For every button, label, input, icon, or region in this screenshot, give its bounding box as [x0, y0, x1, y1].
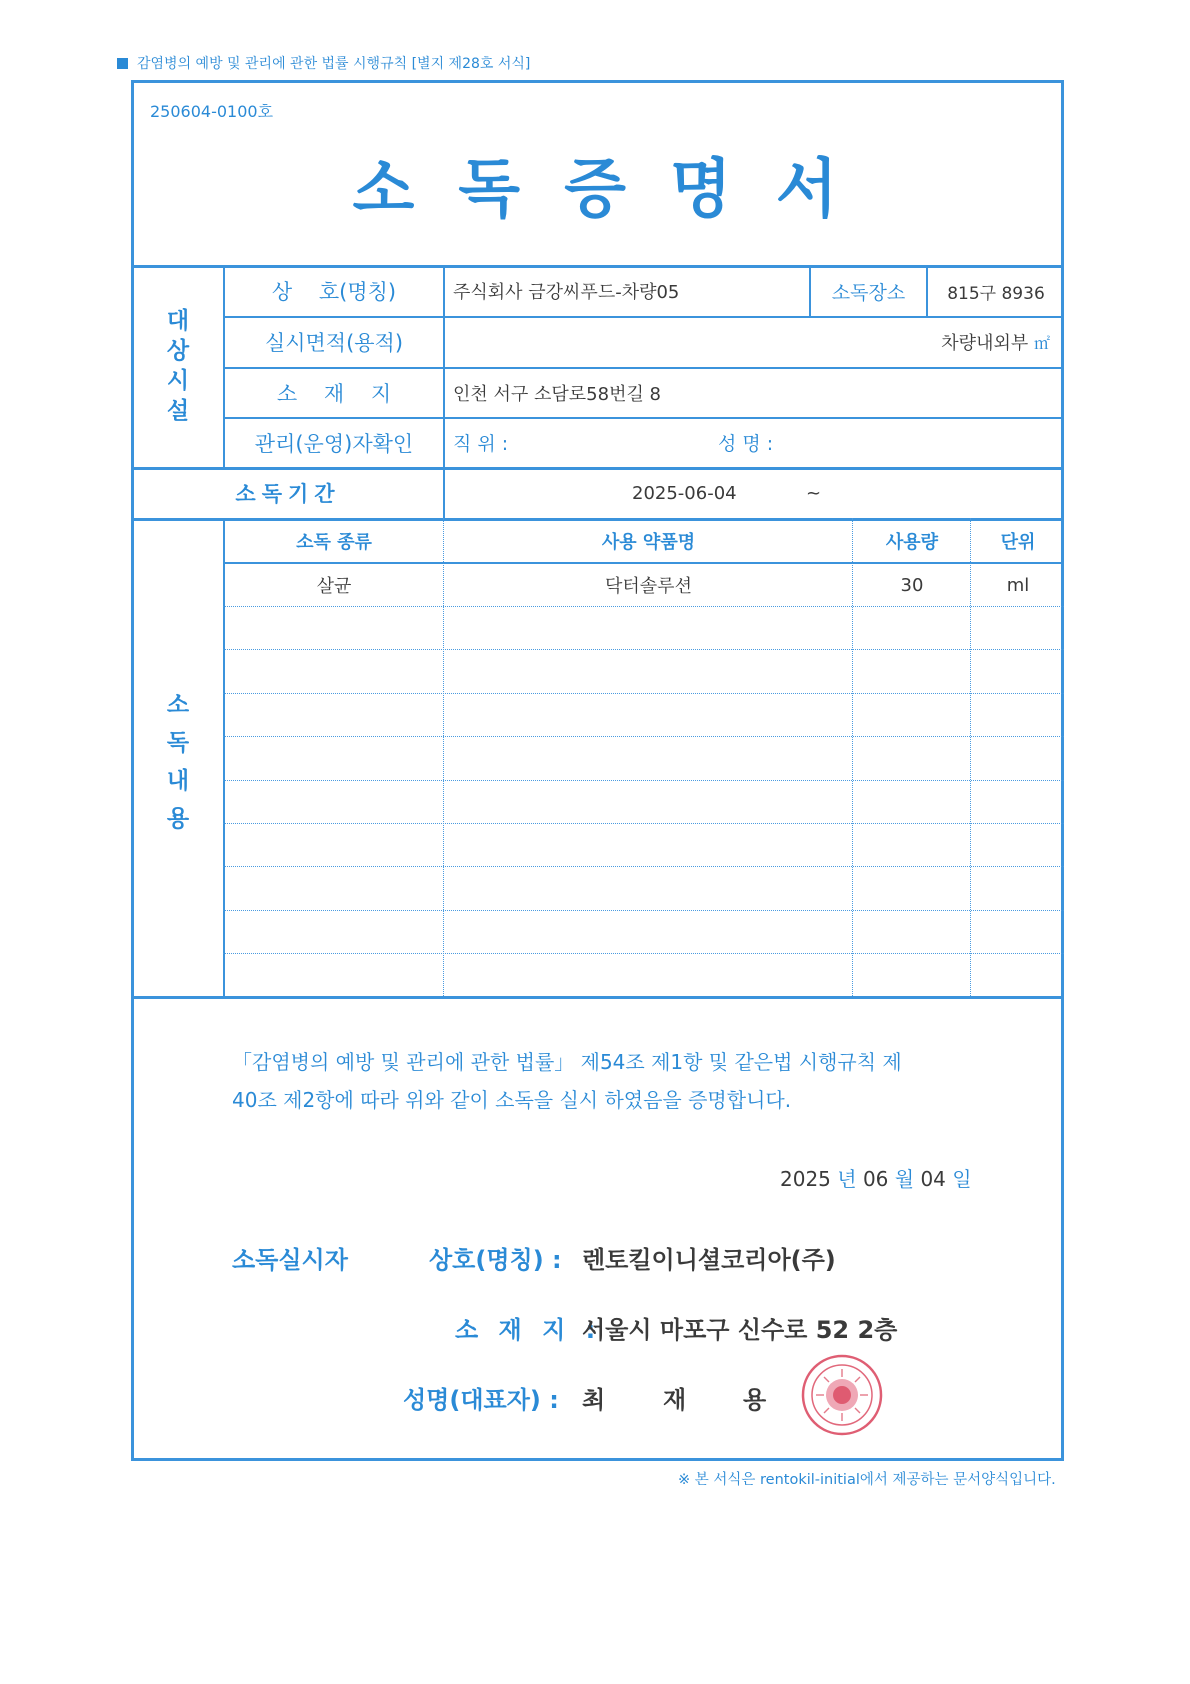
divider	[223, 780, 1064, 781]
square-bullet-icon	[117, 58, 128, 69]
business-name-label: 상 호(명칭)	[271, 280, 397, 304]
column-header: 사용 약품명	[601, 532, 696, 553]
disinfection-place-label: 소독장소	[831, 281, 906, 304]
company-seal-icon	[800, 1353, 884, 1437]
column-header: 단위	[1000, 532, 1036, 553]
business-name-value: 주식회사 금강씨푸드-차량05	[453, 282, 680, 303]
representative-name-1: 최	[582, 1386, 606, 1414]
certificate-number: 250604-0100호	[150, 102, 274, 121]
divider	[223, 693, 1064, 694]
divider	[443, 265, 445, 518]
divider	[223, 866, 1064, 867]
table-cell: 닥터솔루션	[605, 576, 692, 597]
form-citation: 감염병의 예방 및 관리에 관한 법률 시행규칙 [별지 제28호 서식]	[117, 53, 530, 73]
footer-note: ※ 본 서식은 rentokil-initial에서 제공하는 문서양식입니다.	[678, 1472, 1056, 1488]
table-cell: 살균	[316, 576, 352, 597]
divider	[970, 518, 971, 996]
divider	[223, 606, 1064, 607]
divider	[223, 823, 1064, 824]
divider	[223, 910, 1064, 911]
divider	[131, 996, 1064, 999]
divider	[223, 649, 1064, 650]
issue-date: 2025 년 06 월 04 일	[780, 1167, 972, 1191]
content-section-label: 소 독 내 용	[166, 692, 190, 832]
position-label: 직 위 :	[453, 433, 509, 455]
area-unit: ㎡	[1033, 333, 1050, 353]
provider-name-value: 렌토킬이니셜코리아(주)	[582, 1246, 836, 1274]
representative-name-3: 용	[743, 1386, 767, 1414]
address-label: 소 재 지	[276, 381, 392, 406]
divider	[443, 518, 444, 996]
divider	[223, 953, 1064, 954]
table-cell: ml	[1006, 574, 1030, 596]
period-start: 2025-06-04	[632, 482, 737, 504]
column-header: 사용량	[885, 532, 939, 553]
divider	[852, 518, 853, 996]
period-separator: ~	[806, 482, 822, 504]
column-header: 소독 종류	[296, 532, 372, 553]
provider-address-label: 소 재 지 :	[455, 1316, 602, 1344]
name-label: 성 명 :	[718, 433, 774, 455]
legal-statement: 「감염병의 예방 및 관리에 관한 법률」 제54조 제1항 및 같은법 시행규칙 제 40조 제2항에 따라 위와 같이 소독을 실시 하였음을 증명합니다.	[232, 1050, 902, 1112]
address-value: 인천 서구 소담로58번길 8	[453, 383, 662, 405]
provider-name-label: 상호(명칭) :	[429, 1246, 562, 1274]
facility-section-label: 대 상 시 설	[166, 308, 190, 424]
period-label: 소독기간	[235, 482, 341, 506]
area-label: 실시면적(용적)	[264, 331, 404, 355]
provider-section-label: 소독실시자	[232, 1246, 348, 1274]
table-cell: 30	[900, 574, 924, 596]
divider	[223, 736, 1064, 737]
representative-name-2: 재	[663, 1386, 687, 1414]
area-value: 차량내외부 ㎡	[445, 317, 1050, 367]
provider-address-value: 서울시 마포구 신수로 52 2층	[582, 1316, 898, 1344]
disinfection-place-value: 815구 8936	[947, 283, 1045, 304]
manager-confirm-label: 관리(운영)자확인	[254, 431, 414, 456]
document-title: 소독증명서	[352, 153, 882, 227]
representative-label: 성명(대표자) :	[403, 1386, 559, 1414]
